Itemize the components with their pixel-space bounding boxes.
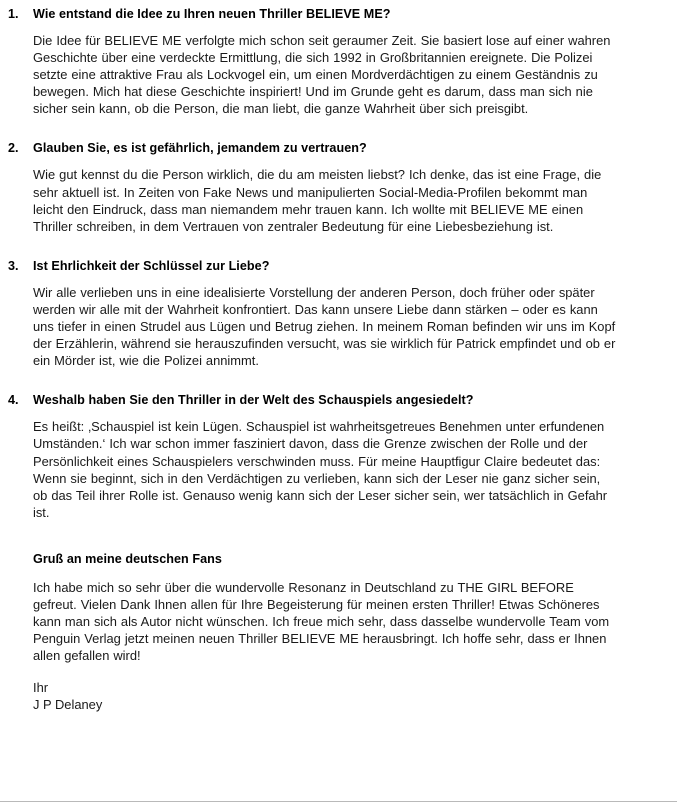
qa-question: Weshalb haben Sie den Thriller in der Welt des Schauspiels angesiedelt? — [33, 393, 474, 408]
signoff-line-2: J P Delaney — [33, 697, 103, 713]
qa-answer: Wie gut kennst du die Person wirklich, die du am meisten liebst? Ich denke, das ist eine Frage, die sehr aktuell ist. In Zeiten von Fake News und manipulierten Social-Media-Profilen bekommt man leicht den Eindruck, dass man niemandem mehr trauen kann. Ich wollte mit BELIEVE ME einen Thriller schreiben, in dem Vertrauen von zentraler Bedeutung für eine Liebesbeziehung ist. — [33, 167, 602, 234]
qa-number: 4. — [8, 393, 19, 408]
qa-answer: Wir alle verlieben uns in eine idealisierte Vorstellung der anderen Person, doch früher oder später werden wir alle mit der Wahrheit konfrontiert. Das kann unsere Liebe dann stärken – oder es kann uns tiefer in einen Strudel aus Lügen und Betrug ziehen. In meinem Roman befinden wir uns im Kopf der Erzählerin, während sie herauszufinden versucht, was sie wirklich für Patrick empfindet und ob er ein Mörder ist, wie die Polizei annimmt. — [33, 284, 616, 369]
qa-block — [0, 6, 677, 117]
signoff-line-1: Ihr — [33, 680, 49, 696]
qa-question: Wie entstand die Idee zu Ihren neuen Thriller BELIEVE ME? — [33, 7, 391, 21]
qa-block — [0, 140, 677, 234]
qa-answer: Es heißt: ‚Schauspiel ist kein Lügen. Schauspiel ist wahrheitsgetreues Benehmen unter erfundenen Umständen.‘ Ich war schon immer fasziniert davon, dass die Grenze zwischen der Rolle und der Persönlichkeit eines Schauspielers verschwinden muss. Für meine Hauptfigur Claire bedeutet das: Wenn sie beginnt, sich in den Verdächtigen zu verlieben, kann sich der Leser nie ganz sicher sein, ob das Teil ihrer Rolle ist. Genauso wenig kann sich der Leser sicher sein, wer tatsächlich in Gefahr ist. — [33, 419, 608, 520]
qa-number: 1. — [8, 7, 19, 21]
qa-answer: Die Idee für BELIEVE ME verfolgte mich schon seit geraumer Zeit. Sie basiert lose auf einer wahren Geschichte über eine verdeckte Ermittlung, die sich 1992 in Großbritannien ereignete. Die Polizei setzte eine attraktive Frau als Lockvogel ein, um einen Mordverdächtigen zu einem Geständnis zu bewegen. Mich hat diese Geschichte inspiriert! Und im Grunde geht es darum, dass man sich nie sicher sein kann, ob die Person, die man liebt, die ganze Wahrheit über sich preisgibt. — [33, 33, 611, 117]
qa-question: Ist Ehrlichkeit der Schlüssel zur Liebe? — [33, 258, 270, 273]
qa-block — [0, 392, 677, 521]
closing-heading: Gruß an meine deutschen Fans — [33, 551, 222, 566]
qa-number: 3. — [8, 258, 19, 273]
signoff — [33, 679, 617, 713]
qa-question: Glauben Sie, es ist gefährlich, jemandem zu vertrauen? — [33, 141, 367, 156]
closing-block — [0, 551, 677, 714]
closing-body: Ich habe mich so sehr über die wundervolle Resonanz in Deutschland zu THE GIRL BEFORE gefreut. Vielen Dank Ihnen allen für Ihre Begeisterung für meinen ersten Thriller! Etwas Schöneres kann man sich als Autor nicht wünschen. Ich freue mich sehr, dass dasselbe wundervolle Team vom Penguin Verlag jetzt meinen neuen Thriller BELIEVE ME herausbringt. Ich hoffe sehr, dass er Ihnen allen gefallen wird! — [33, 579, 610, 664]
qa-block — [0, 258, 677, 369]
qa-number: 2. — [8, 141, 19, 156]
